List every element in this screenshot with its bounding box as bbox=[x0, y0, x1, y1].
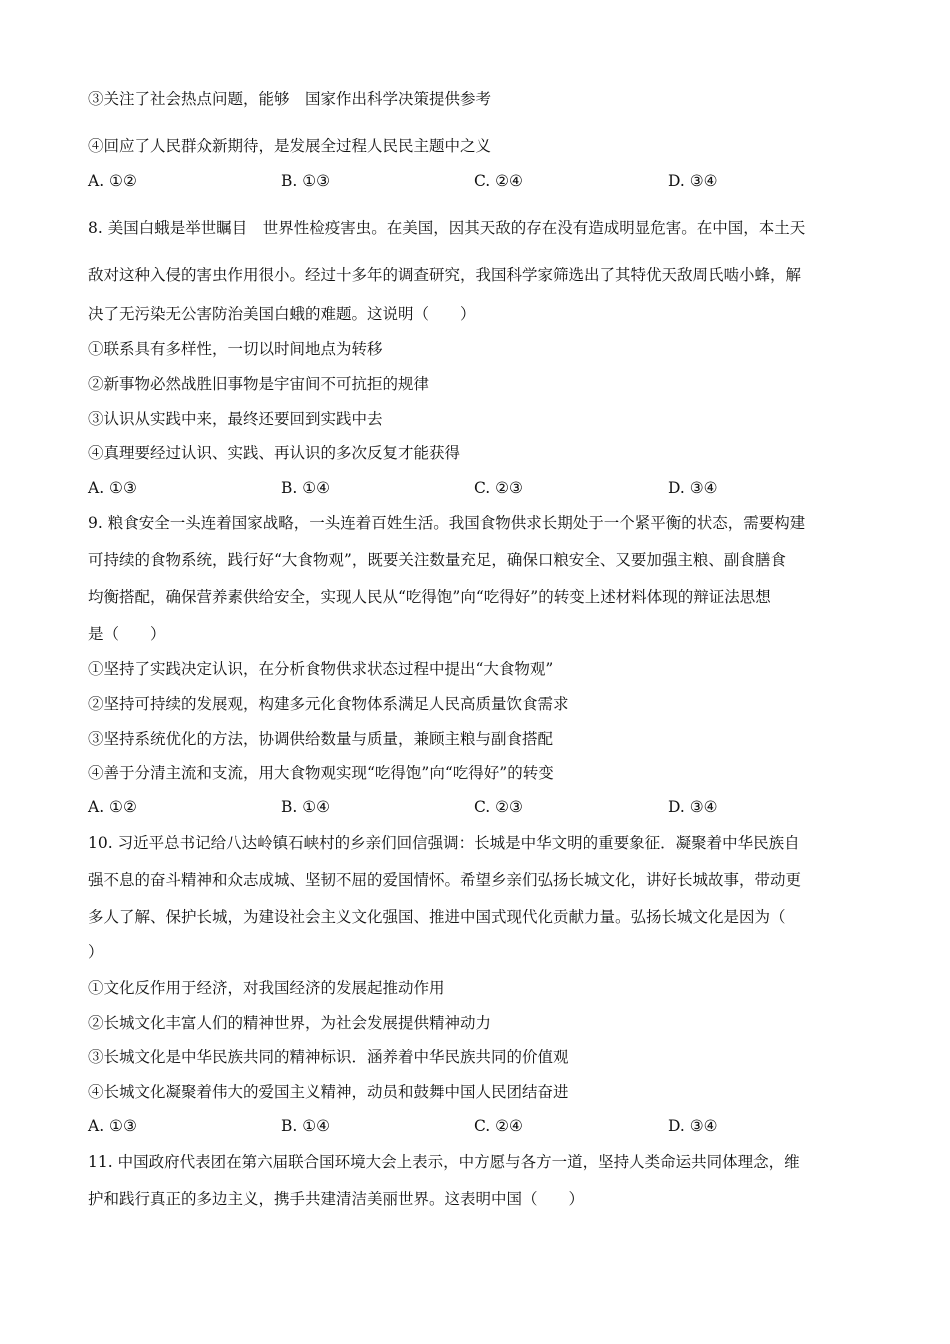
q8-option-a[interactable]: A. ①③ bbox=[88, 479, 137, 497]
q10-option-c[interactable]: C. ②④ bbox=[474, 1117, 523, 1135]
q7-option-b[interactable]: B. ①③ bbox=[281, 172, 331, 190]
q11-stem-line-2: 护和践行真正的多边主义，携手共建清洁美丽世界。这表明中国（ ） bbox=[88, 1190, 585, 1208]
q8-stem-line-2: 敌对这种入侵的害虫作用很小。经过十多年的调查研究，我国科学家筛选出了其特优天敌周氏啮小蜂，解 bbox=[88, 266, 802, 284]
q7-statement-3: ③关注了社会热点问题，能够 国家作出科学决策提供参考 bbox=[88, 90, 492, 108]
q7-option-d[interactable]: D. ③④ bbox=[668, 172, 718, 190]
q8-options bbox=[88, 478, 868, 498]
q9-stem-line-1: 9. 粮食安全一头连着国家战略，一头连着百姓生活。我国食物供求长期处于一个紧平衡的状态，需要构建 bbox=[88, 514, 806, 532]
q10-stem-line-4: ） bbox=[88, 943, 104, 961]
q9-stem-line-3: 均衡搭配，确保营养素供给安全，实现人民从“吃得饱”向“吃得好”的转变上述材料体现的辩证法思想 bbox=[88, 588, 771, 606]
q7-option-a[interactable]: A. ①② bbox=[88, 172, 137, 190]
q10-option-a[interactable]: A. ①③ bbox=[88, 1117, 137, 1135]
q8-statement-1: ①联系具有多样性，一切以时间地点为转移 bbox=[88, 340, 383, 358]
q10-stem-line-3: 多人了解、保护长城，为建设社会主义文化强国、推进中国式现代化贡献力量。弘扬长城文化是因为（ bbox=[88, 908, 786, 926]
q10-statement-4: ④长城文化凝聚着伟大的爱国主义精神，动员和鼓舞中国人民团结奋进 bbox=[88, 1083, 569, 1101]
q10-statement-3: ③长城文化是中华民族共同的精神标识．涵养着中华民族共同的价值观 bbox=[88, 1048, 569, 1066]
q10-statement-2: ②长城文化丰富人们的精神世界，为社会发展提供精神动力 bbox=[88, 1014, 492, 1032]
q8-stem-line-3: 决了无污染无公害防治美国白蛾的难题。这说明（ ） bbox=[88, 305, 476, 323]
q8-stem-line-1: 8. 美国白蛾是举世瞩目 世界性检疫害虫。在美国，因其天敌的存在没有造成明显危害。在中国，本土天 bbox=[88, 219, 806, 237]
q10-option-b[interactable]: B. ①④ bbox=[281, 1117, 331, 1135]
q8-statement-4: ④真理要经过认识、实践、再认识的多次反复才能获得 bbox=[88, 444, 461, 462]
q8-option-c[interactable]: C. ②③ bbox=[474, 479, 523, 497]
q7-statement-4: ④回应了人民群众新期待，是发展全过程人民民主题中之义 bbox=[88, 137, 492, 155]
q9-statement-3: ③坚持系统优化的方法，协调供给数量与质量，兼顾主粮与副食搭配 bbox=[88, 730, 554, 748]
q11-stem-line-1: 11. 中国政府代表团在第六届联合国环境大会上表示，中方愿与各方一道，坚持人类命运共同体理念，维 bbox=[88, 1153, 800, 1171]
q8-option-b[interactable]: B. ①④ bbox=[281, 479, 331, 497]
q9-option-a[interactable]: A. ①② bbox=[88, 798, 137, 816]
q9-stem-line-2: 可持续的食物系统，践行好“大食物观”，既要关注数量充足，确保口粮安全、又要加强主粮、副食膳食 bbox=[88, 551, 786, 569]
q9-statement-4: ④善于分清主流和支流，用大食物观实现“吃得饱”向“吃得好”的转变 bbox=[88, 764, 554, 782]
q8-statement-2: ②新事物必然战胜旧事物是宇宙间不可抗拒的规律 bbox=[88, 375, 430, 393]
q9-statement-2: ②坚持可持续的发展观，构建多元化食物体系满足人民高质量饮食需求 bbox=[88, 695, 569, 713]
q9-options bbox=[88, 797, 868, 817]
q10-options bbox=[88, 1116, 868, 1136]
q9-statement-1: ①坚持了实践决定认识，在分析食物供求状态过程中提出“大食物观” bbox=[88, 660, 554, 678]
q9-option-b[interactable]: B. ①④ bbox=[281, 798, 331, 816]
q7-options bbox=[88, 171, 868, 191]
q9-stem-line-4: 是（ ） bbox=[88, 625, 166, 643]
q10-stem-line-1: 10. 习近平总书记给八达岭镇石峡村的乡亲们回信强调：长城是中华文明的重要象征．凝聚着中华民族自 bbox=[88, 834, 800, 852]
q10-statement-1: ①文化反作用于经济，对我国经济的发展起推动作用 bbox=[88, 979, 445, 997]
q10-option-d[interactable]: D. ③④ bbox=[668, 1117, 718, 1135]
q10-stem-line-2: 强不息的奋斗精神和众志成城、坚韧不屈的爱国情怀。希望乡亲们弘扬长城文化，讲好长城故事，带动更 bbox=[88, 871, 802, 889]
q8-option-d[interactable]: D. ③④ bbox=[668, 479, 718, 497]
q9-option-c[interactable]: C. ②③ bbox=[474, 798, 523, 816]
q9-option-d[interactable]: D. ③④ bbox=[668, 798, 718, 816]
q7-option-c[interactable]: C. ②④ bbox=[474, 172, 523, 190]
q8-statement-3: ③认识从实践中来，最终还要回到实践中去 bbox=[88, 410, 383, 428]
